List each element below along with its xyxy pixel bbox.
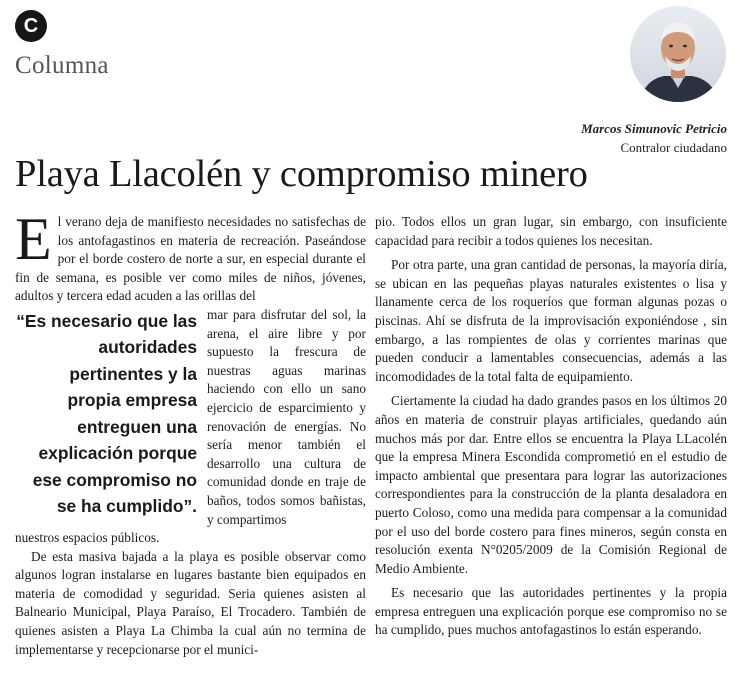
author-photo bbox=[630, 6, 726, 102]
article-column-2 bbox=[375, 213, 727, 640]
drop-cap: E bbox=[15, 206, 52, 272]
article-paragraph: Por otra parte, una gran cantidad de personas, la mayoría diría, se ubican en las pequeñas playas naturales existentes o lisa y llanamente cerca de los roqueríos que forman algunas pozas o piscinas. Ahí se disfruta de la improvisación exponiéndose , sin embargo, a las rompientes de olas y corrientes marinas que pueden conducir a lamentables consecuencias, además a las incomodidades de la total falta de equipamiento. bbox=[375, 257, 727, 384]
article-paragraph: pio. Todos ellos un gran lugar, sin embargo, con insuficiente capacidad para recibir a todos quienes los necesitan. bbox=[375, 214, 727, 248]
pull-quote: “Es necesario que las autoridades pertinentes y la propia empresa entreguen una explicación porque ese compromiso no se ha cumplido”. bbox=[16, 310, 197, 517]
paragraph-text: nuestros espacios públicos. bbox=[15, 530, 160, 546]
article-headline: Playa Llacolén y compromiso minero bbox=[15, 153, 588, 195]
section-label: Columna bbox=[15, 52, 109, 79]
article-paragraph: Ciertamente la ciudad ha dado grandes pasos en los últimos 20 años en materia de construir playas artificiales, quedando aún muchos más por dar. Entre ellos se encuentra la Playa LLacolén que la empresa Minera Escondida comprometió en el estudio de impacto ambiental que presentara para lograr las autorizaciones correspondientes para la construcción de la planta desaladora en puerto Coloso, como una medida para compensar a la comunidad por el uso del borde costero para fines mineros, según consta en resolución exenta N°0205/2009 de la Comisión Regional de Medio Ambiente. bbox=[375, 393, 727, 576]
paragraph-text: l verano deja de manifiesto necesidades no satisfechas de los antofagastinos en materia de recreación. Paseándose por el borde costero de norte a sur, en especial durante el fin de semana, es posible ver como miles de niños, jóvenes, adultos y tercera edad acuden a las orillas del bbox=[15, 214, 366, 304]
article-column-1 bbox=[15, 206, 366, 659]
quote-block bbox=[15, 306, 366, 529]
article-paragraph bbox=[15, 206, 366, 306]
section-badge: C bbox=[15, 10, 47, 42]
paragraph-text: mar para disfrutar del sol, la arena, el aire libre y por supuesto la frescura de nuestras aguas marinas haciendo con ello un sano ejercicio de esparcimiento y renovación de energías. No sería menor también el desarrollo una cultura de comunidad donde en traje de baños, todos somos bañistas, y compartimos bbox=[207, 306, 366, 527]
article-paragraph: Es necesario que las autoridades pertinentes y la propia empresa entreguen una explicación porque ese compromiso no se ha cumplido, pues muchos antofagastinos lo están esperando. bbox=[375, 585, 727, 638]
author-name: Marcos Simunovic Petricio bbox=[581, 121, 727, 136]
author-role: Contralor ciudadano bbox=[620, 140, 727, 155]
article-paragraph: De esta masiva bajada a la playa es posible observar como algunos logran instalarse en lugares bastante bien equipados en materia de comodidad y seguridad. Seria quienes asisten al Balneario Municipal, Playa Paraíso, El Trocadero. También de quienes asisten a Playa La Chimba la cual aún no termina de implementarse y recepcionarse por el munici- bbox=[15, 548, 366, 657]
